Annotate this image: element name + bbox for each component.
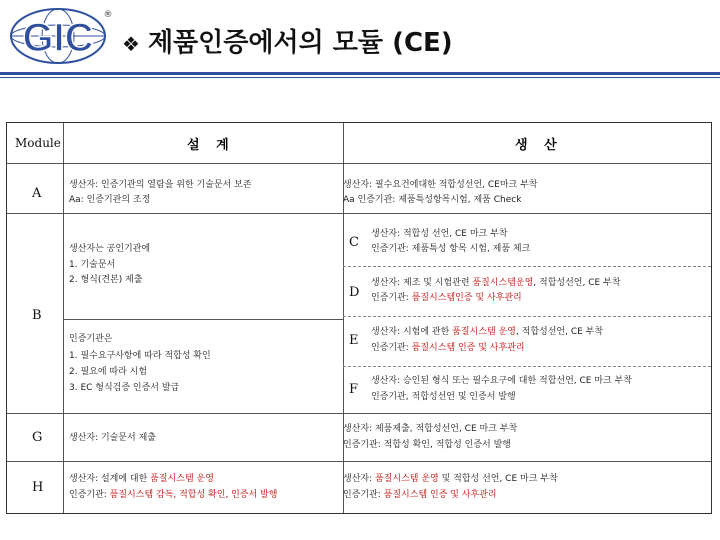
b-design-2-line-3: 2. 필요에 따라 시험 (69, 367, 148, 377)
h-design-line-1-pre: 생산자: 설계에 대한 (69, 474, 151, 484)
module-label-a: A (32, 186, 42, 201)
diamond-bullet-icon: ❖ (122, 32, 140, 56)
b-design-1-line-2: 1. 기술문서 (69, 260, 116, 270)
b-design-2-line-1: 인증기관은 (69, 334, 113, 344)
row-divider-g (7, 461, 711, 462)
h-design-line-2-highlight: 품질시스템 감독, 적합성 확인, 인증서 발행 (109, 490, 278, 500)
module-label-d: D (349, 285, 360, 300)
row-divider-b-inner (63, 319, 343, 320)
a-production-line-2: Aa 인증기관: 제품특성항목시험, 제품 Check (343, 195, 522, 205)
c-production-line-1: 생산자: 적합성 선언, CE 마크 부착 (371, 229, 508, 239)
title-rule-thin (0, 77, 720, 78)
h-production-line-2-highlight: 품질시스템 인증 및 사후관리 (383, 490, 497, 500)
logo-text: GIC (22, 16, 94, 60)
row-divider-a (7, 213, 711, 214)
h-production-line-2 (343, 488, 497, 502)
registered-mark: ® (103, 10, 113, 20)
d-production-line-2-highlight: 품질시스템인증 및 사후관리 (411, 293, 522, 303)
h-production-line-1-highlight: 품질시스템 운영 (374, 474, 439, 484)
module-label-h: H (32, 480, 44, 495)
header-module: Module (15, 136, 61, 150)
module-label-c: C (349, 235, 359, 250)
h-production-line-2-pre: 인증기관: (343, 490, 384, 500)
row-divider-c (343, 266, 711, 267)
d-production-line-1-post: , 적합성선언, CE 부착 (533, 278, 621, 288)
g-design-line-1: 생산자: 기술문서 제출 (69, 433, 157, 443)
module-label-b: B (32, 308, 42, 323)
gic-logo (8, 5, 116, 67)
module-label-g: G (32, 430, 43, 445)
header-divider (7, 163, 711, 164)
d-production-line-1-pre: 생산자: 제조 및 시험관련 (371, 278, 473, 288)
f-production-line-1: 생산자: 승인된 형식 또는 필수요구에 대한 적합선언, CE 마크 부착 (371, 376, 632, 386)
h-production-line-1-pre: 생산자: (343, 474, 375, 484)
g-production-line-2: 인증기관: 적합성 확인, 적합성 인증서 발행 (343, 440, 511, 450)
e-production-line-2 (371, 341, 525, 355)
row-divider-e (343, 366, 711, 367)
c-production-line-2: 인증기관: 제품특성 항목 시험, 제품 체크 (371, 244, 531, 254)
e-production-line-2-pre: 인증기관: (371, 343, 412, 353)
d-production-line-2 (371, 291, 522, 305)
h-production-line-1-post: 및 적합성 선언, CE 마크 부착 (438, 474, 558, 484)
d-production-line-2-pre: 인증기관: (371, 293, 412, 303)
h-design-line-1-highlight: 품질시스템 운영 (150, 474, 214, 484)
header-production: 생 산 (515, 138, 563, 153)
b-design-1-line-1: 생산자는 공인기관에 (69, 244, 151, 254)
e-production-line-1-post: , 적합성선언, CE 부착 (515, 327, 604, 337)
h-production-line-1 (343, 472, 558, 486)
e-production-line-1-highlight: 품질시스템 운영 (452, 327, 516, 337)
b-design-1-line-3: 2. 형식(견본) 제출 (69, 275, 143, 285)
f-production-line-2: 인증기관, 적합성선언 및 인증서 발행 (371, 392, 516, 402)
a-design-line-1: 생산자: 인증기관의 열람을 위한 기술문서 보존 (69, 180, 252, 190)
a-production-line-1: 생산자: 필수요건에대한 적합성선언, CE마크 부착 (343, 180, 538, 190)
h-design-line-2-pre: 인증기관: (69, 490, 110, 500)
page-title (122, 22, 453, 59)
row-divider-d (343, 316, 711, 317)
e-production-line-1-pre: 생산자: 시험에 관한 (371, 327, 453, 337)
module-label-f: F (349, 382, 359, 397)
d-production-line-1-highlight: 품질시스템운영 (472, 278, 534, 288)
b-design-2-line-4: 3. EC 형식검증 인증서 발급 (69, 383, 180, 393)
a-design-line-2: Aa: 인증기관의 조정 (69, 195, 151, 205)
header-design: 설 계 (187, 138, 235, 153)
page-title-text: 제품인증에서의 모듈 (CE) (147, 28, 453, 58)
module-table (6, 122, 712, 514)
e-production-line-1 (371, 325, 603, 339)
g-production-line-1: 생산자: 제품제출, 적합성선언, CE 마크 부착 (343, 424, 518, 434)
b-design-2-line-2: 1. 필수요구사항에 따라 적합성 확인 (69, 351, 211, 361)
title-rule-thick (0, 72, 720, 75)
d-production-line-1 (371, 276, 620, 290)
module-label-e: E (349, 333, 359, 348)
e-production-line-2-highlight: 품질시스템 인증 및 사후관리 (411, 343, 525, 353)
h-design-line-2 (69, 488, 278, 502)
h-design-line-1 (69, 472, 214, 486)
col-divider-module (63, 123, 64, 513)
row-divider-b (7, 413, 711, 414)
